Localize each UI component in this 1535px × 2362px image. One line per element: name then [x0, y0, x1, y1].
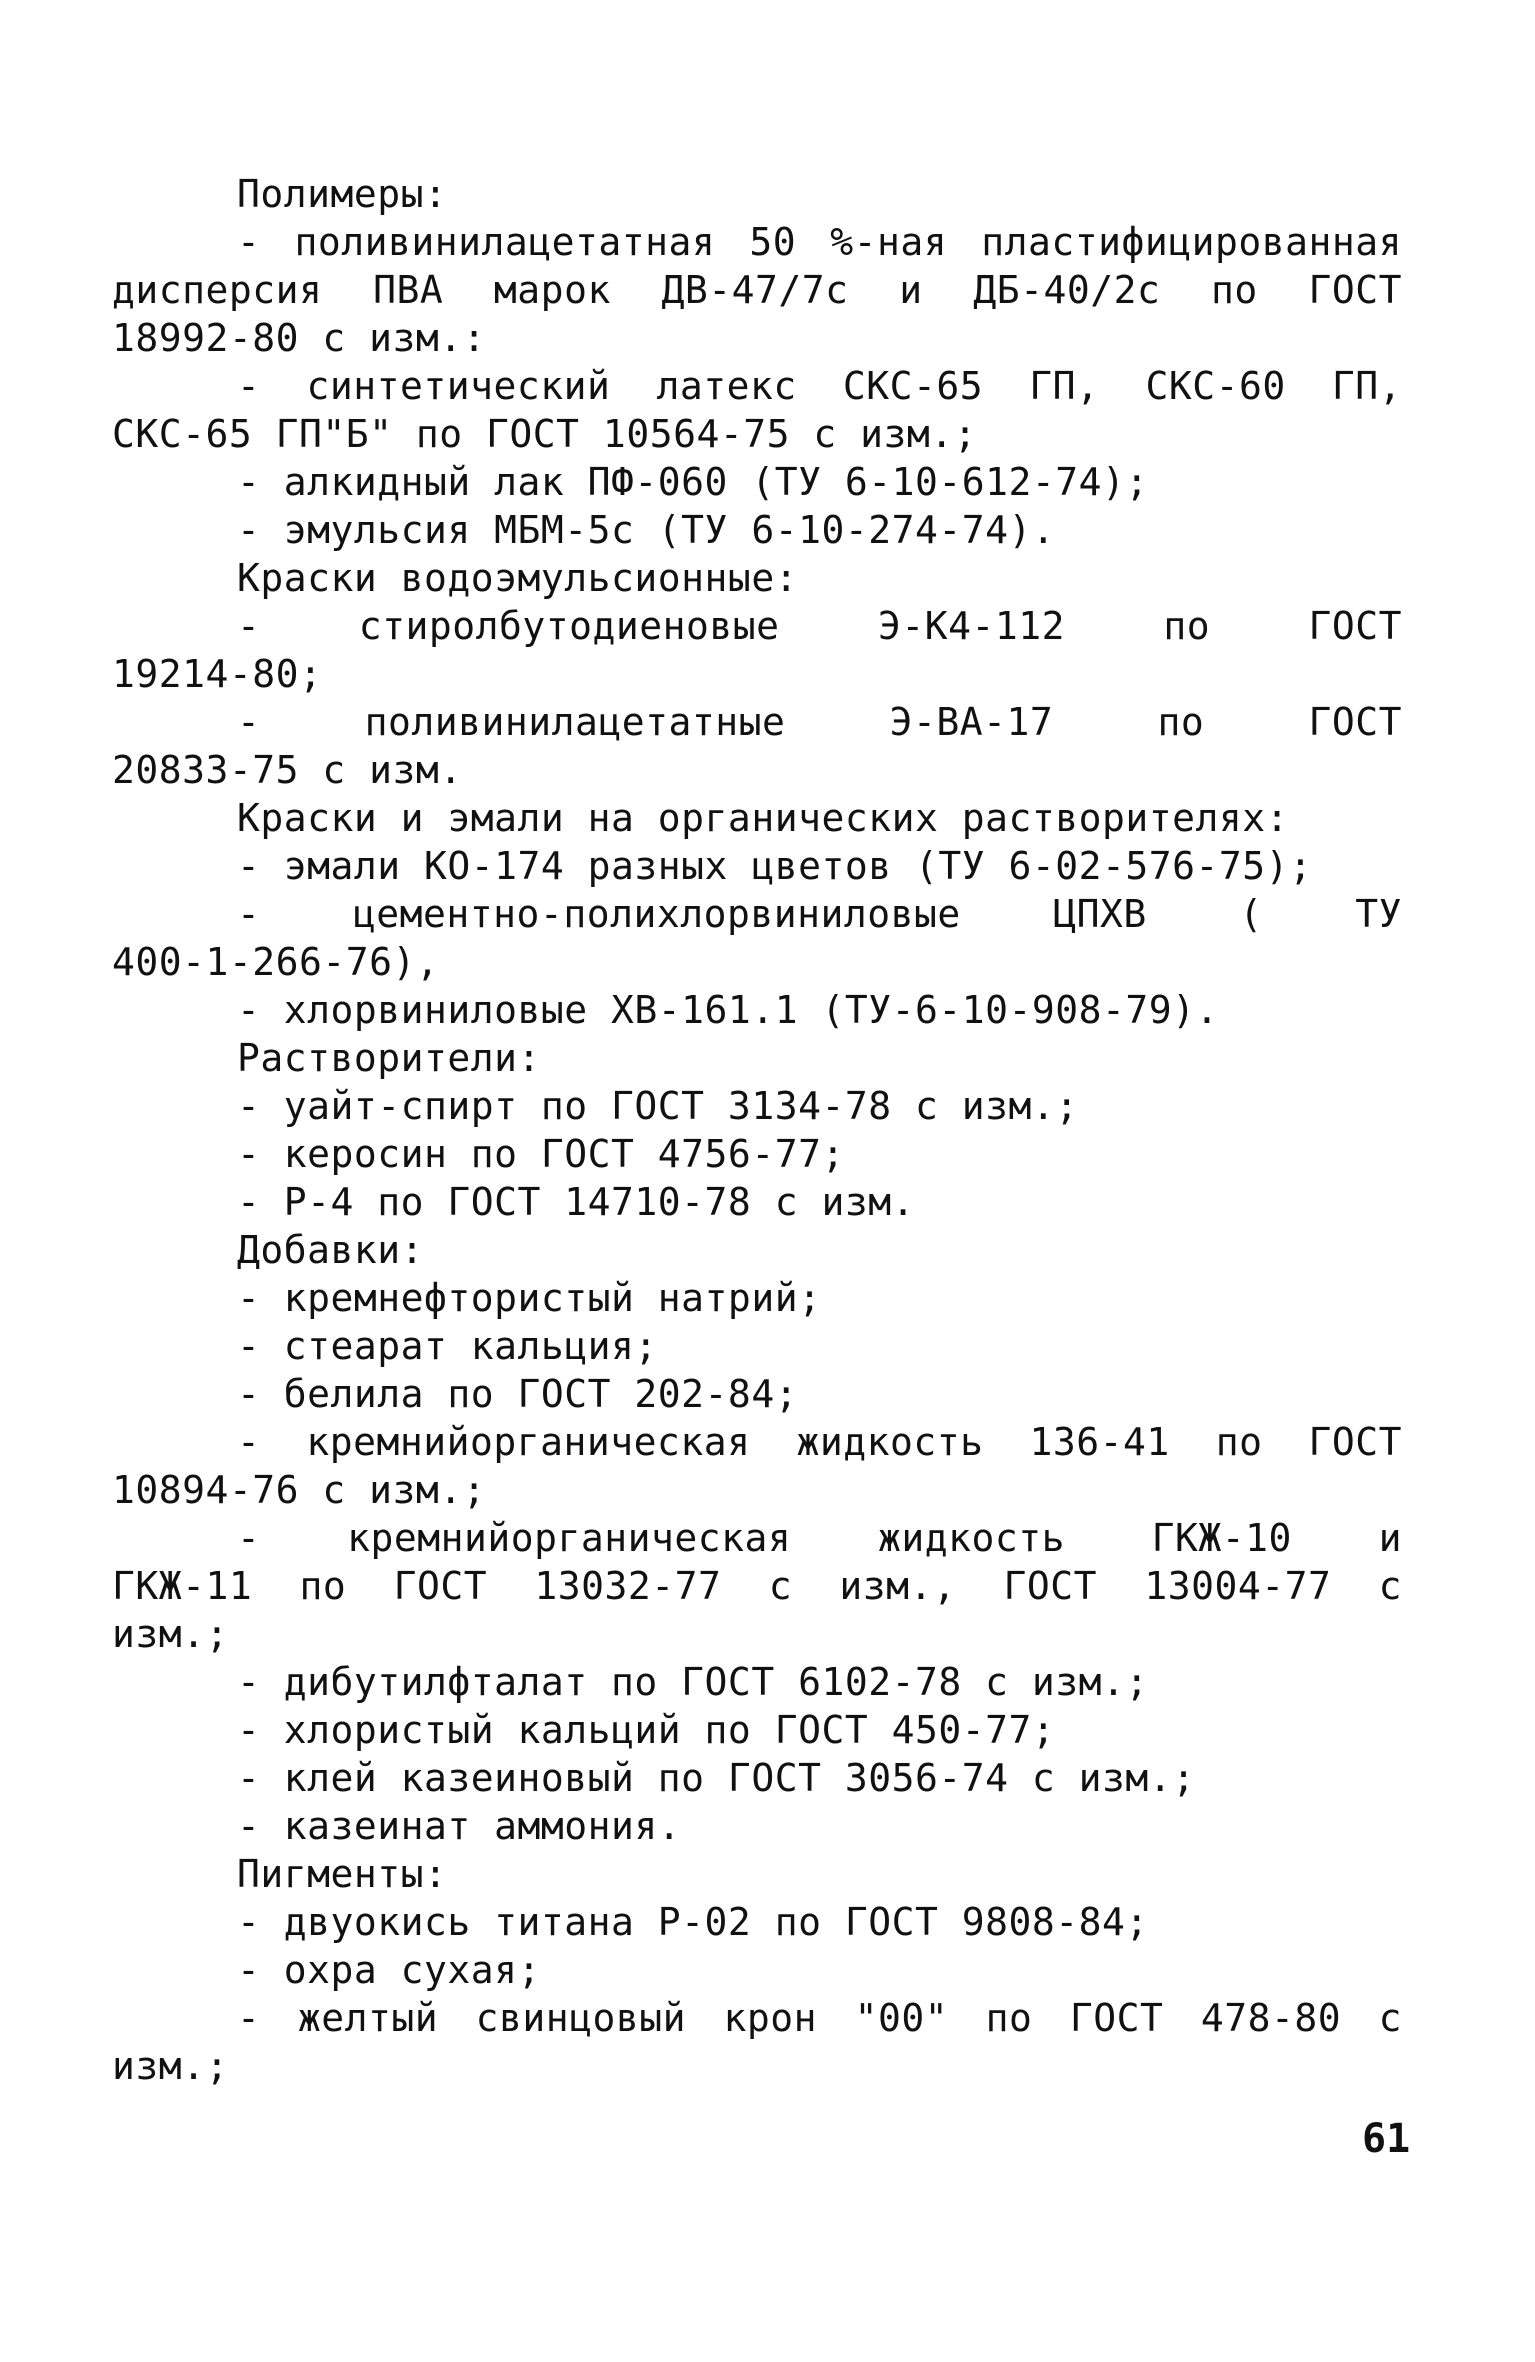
text-line: Добавки: — [237, 1228, 425, 1272]
text-line: Растворители: — [237, 1036, 541, 1080]
text-line: - дибутилфталат по ГОСТ 6102-78 с изм.; — [237, 1660, 1149, 1704]
text-line: Полимеры: — [237, 172, 448, 216]
text-line: - поливинилацетатная 50 %-ная пластифицированная — [237, 220, 1402, 264]
text-line: - желтый свинцовый крон "00" по ГОСТ 478-80 с — [237, 1996, 1402, 2040]
text-line: Краски водоэмульсионные: — [237, 556, 799, 600]
text-line: 19214-80; — [112, 652, 323, 696]
text-line: - эмульсия МБМ-5с (ТУ 6-10-274-74). — [237, 508, 1056, 552]
text-line: ГКЖ-11 по ГОСТ 13032-77 с изм., ГОСТ 13004-77 с — [112, 1564, 1402, 1608]
text-line: - синтетический латекс СКС-65 ГП, СКС-60 ГП, — [237, 364, 1402, 408]
text-line: изм.; — [112, 1612, 229, 1656]
text-line: - хлорвиниловые ХВ-161.1 (ТУ-6-10-908-79). — [237, 988, 1219, 1032]
page-number: 61 — [1362, 2116, 1411, 2162]
text-line: - эмали КО-174 разных цветов (ТУ 6-02-576-75); — [237, 844, 1313, 888]
text-line: - стеарат кальция; — [237, 1324, 658, 1368]
text-line: Пигменты: — [237, 1852, 448, 1896]
text-line: - алкидный лак ПФ-060 (ТУ 6-10-612-74); — [237, 460, 1149, 504]
text-line: изм.; — [112, 2044, 229, 2088]
text-line: - кремнийорганическая жидкость 136-41 по ГОСТ — [237, 1420, 1402, 1464]
text-line: - кремнийорганическая жидкость ГКЖ-10 и — [237, 1516, 1402, 1560]
text-line: - цементно-полихлорвиниловые ЦПХВ ( ТУ — [237, 892, 1402, 936]
text-line: дисперсия ПВА марок ДВ-47/7с и ДБ-40/2с по ГОСТ — [112, 268, 1402, 312]
text-line: - клей казеиновый по ГОСТ 3056-74 с изм.; — [237, 1756, 1196, 1800]
text-line: - казеинат аммония. — [237, 1804, 682, 1848]
text-line: - кремнефтористый натрий; — [237, 1276, 822, 1320]
text-line: - уайт-спирт по ГОСТ 3134-78 с изм.; — [237, 1084, 1079, 1128]
text-line: Краски и эмали на органических растворителях: — [237, 796, 1290, 840]
text-line: 400-1-266-76), — [112, 940, 440, 984]
text-line: - хлористый кальций по ГОСТ 450-77; — [237, 1708, 1056, 1752]
text-line: - Р-4 по ГОСТ 14710-78 с изм. — [237, 1180, 915, 1224]
text-line: - охра сухая; — [237, 1948, 541, 1992]
text-line: СКС-65 ГП"Б" по ГОСТ 10564-75 с изм.; — [112, 412, 977, 456]
text-line: - керосин по ГОСТ 4756-77; — [237, 1132, 845, 1176]
text-line: - стиролбутодиеновые Э-К4-112 по ГОСТ — [237, 604, 1402, 648]
text-line: - двуокись титана Р-02 по ГОСТ 9808-84; — [237, 1900, 1149, 1944]
text-line: 18992-80 с изм.: — [112, 316, 487, 360]
text-line: - белила по ГОСТ 202-84; — [237, 1372, 799, 1416]
text-line: - поливинилацетатные Э-ВА-17 по ГОСТ — [237, 700, 1402, 744]
text-line: 20833-75 с изм. — [112, 748, 463, 792]
document-body — [112, 170, 1402, 2090]
text-line: 10894-76 с изм.; — [112, 1468, 487, 1512]
